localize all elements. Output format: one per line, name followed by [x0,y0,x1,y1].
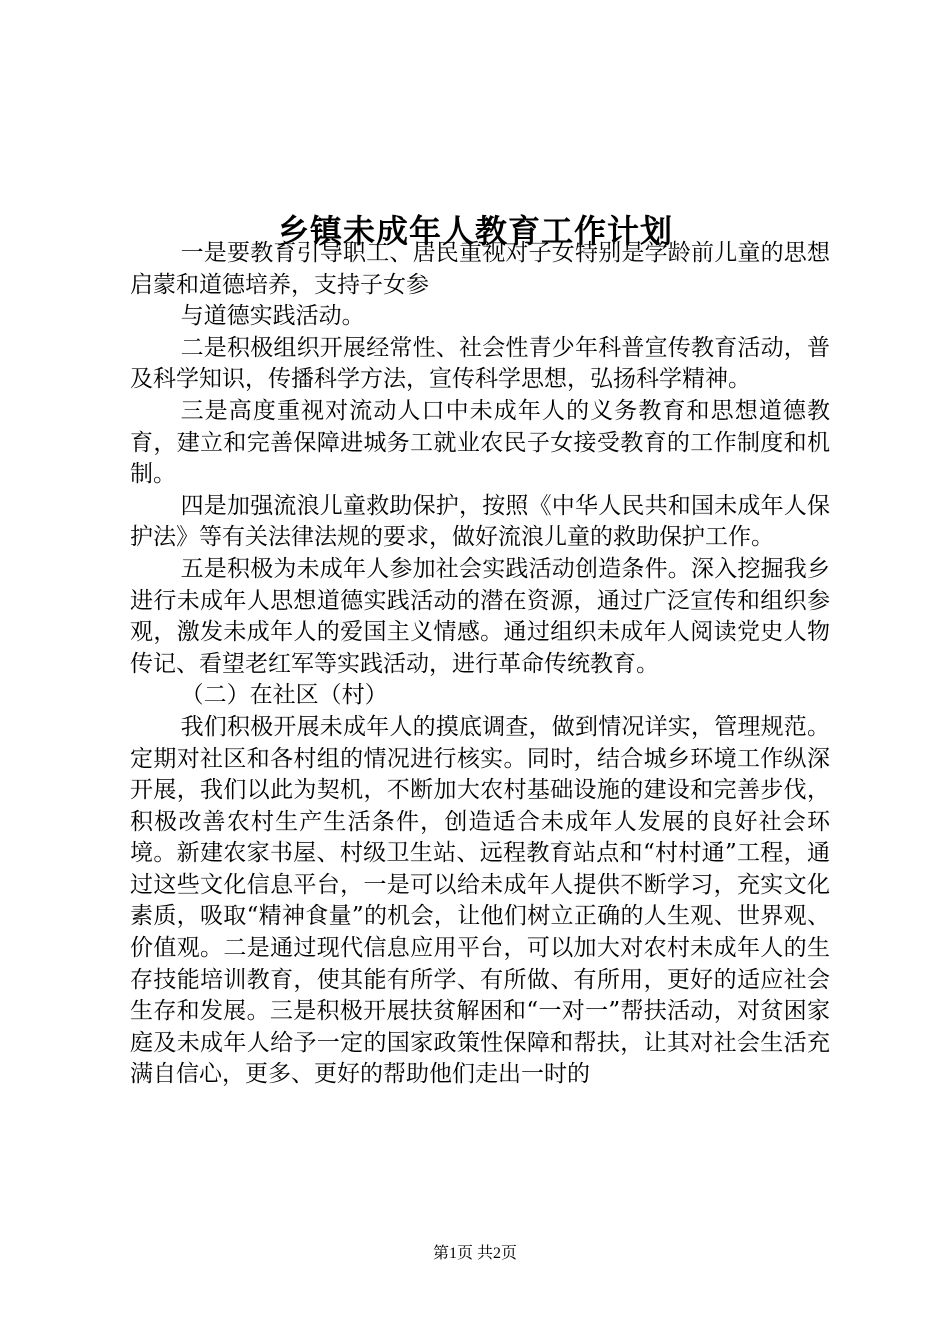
paragraph-1: 一是要教育引导职工、居民重视对子女特别是学龄前儿童的思想启蒙和道德培养，支持子女参 [130,240,830,298]
document-title: 乡镇未成年人教育工作计划 [276,212,673,251]
document-body [130,238,830,1091]
paragraph-2: 与道德实践活动。 [180,303,365,330]
paragraph-5: 四是加强流浪儿童救助保护，按照《中华人民共和国未成年人保护法》等有关法律法规的要求，做好流浪儿童的救助保护工作。 [130,492,830,551]
paragraph-4: 三是高度重视对流动人口中未成年人的义务教育和思想道德教育，建立和完善保障进城务工就业农民子女接受教育的工作制度和机制。 [130,397,830,488]
section-heading: （二）在社区（村） [180,682,388,709]
paragraph-6: 五是积极为未成年人参加社会实践活动创造条件。深入挖掘我乡进行未成年人思想道德实践活动的潜在资源，通过广泛宣传和组织参观，激发未成年人的爱国主义情感。通过组织未成年人阅读党史人物传记、看望老红军等实践活动，进行革命传统教育。 [130,555,830,677]
paragraph-3: 二是积极组织开展经常性、社会性青少年科普宣传教育活动，普及科学知识，传播科学方法，宣传科学思想，弘扬科学精神。 [130,334,830,393]
paragraph-7: 我们积极开展未成年人的摸底调查，做到情况详实，管理规范。定期对社区和各村组的情况进行核实。同时，结合城乡环境工作纵深开展，我们以此为契机，不断加大农村基础设施的建设和完善步伐，积极改善农村生产生活条件，创造适合未成年人发展的良好社会环境。新建农家书屋、村级卫生站、远程教育站点和“村村通”工程，通过这些文化信息平台，一是可以给未成年人提供不断学习，充实文化素质，吸取“精神食量”的机会，让他们树立正确的人生观、世界观、价值观。二是通过现代信息应用平台，可以加大对农村未成年人的生存技能培训教育，使其能有所学、有所做、有所用，更好的适应社会生存和发展。三是积极开展扶贫解困和“一对一”帮扶活动，对贫困家庭及未成年人给予一定的国家政策性保障和帮扶，让其对社会生活充满自信心，更多、更好的帮助他们走出一时的 [130,713,830,1088]
page-footer: 第1页 共2页 [432,1245,517,1262]
